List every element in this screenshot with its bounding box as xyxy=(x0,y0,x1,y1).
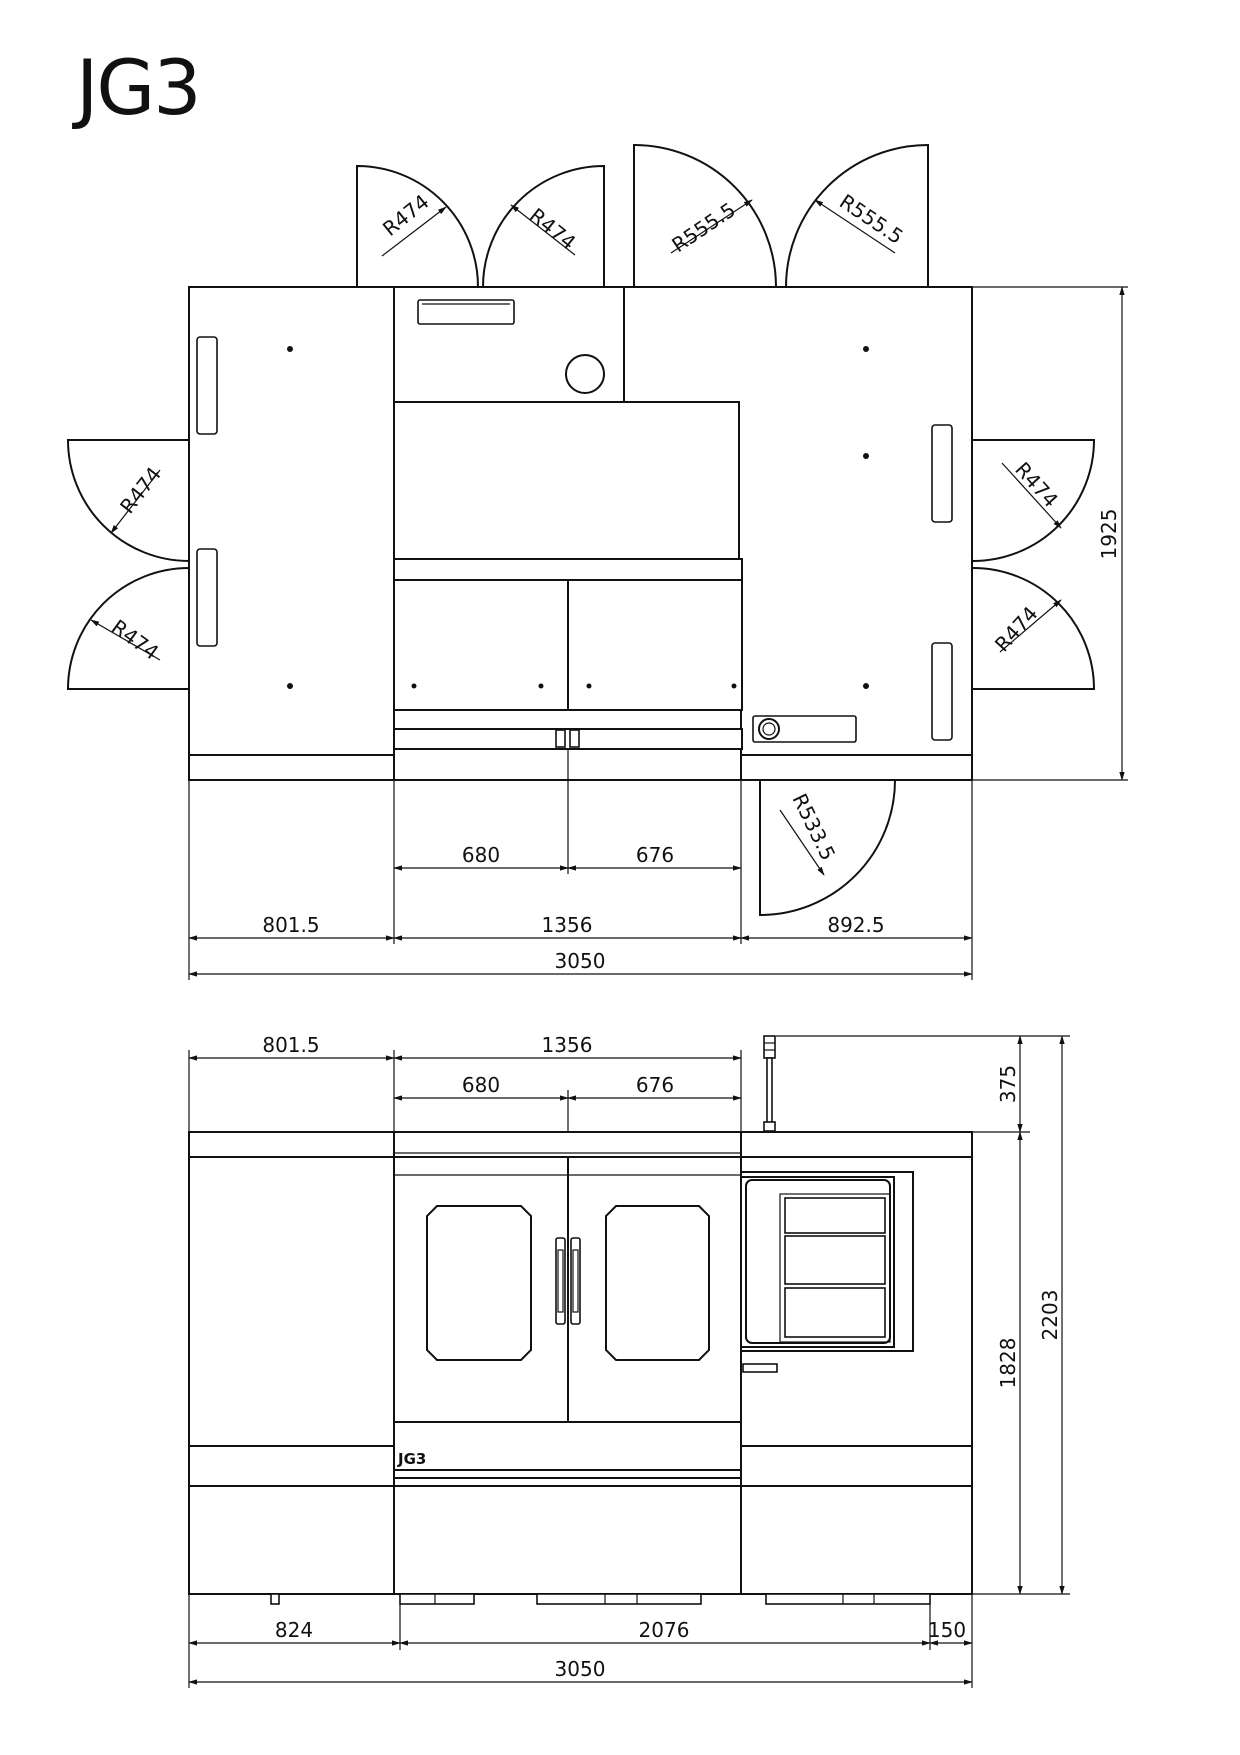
plan-door-swings-right xyxy=(973,440,1094,689)
nameplate-text: JG3 xyxy=(398,1450,427,1468)
radius-label-right-1: R474 xyxy=(1010,457,1063,513)
plan-dim-depth: 1925 xyxy=(1097,508,1121,560)
radius-label-top-2: R474 xyxy=(524,203,581,255)
front-dim-center-section: 1356 xyxy=(541,1033,593,1057)
plan-door-swing-bottom xyxy=(760,780,895,915)
front-dim-foot-right: 150 xyxy=(927,1618,967,1642)
plan-dim-left-section: 801.5 xyxy=(262,913,320,937)
plan-dim-right-section: 892.5 xyxy=(827,913,885,937)
front-dim-left-section: 801.5 xyxy=(262,1033,320,1057)
radius-label-left-1: R474 xyxy=(115,462,167,519)
radius-label-right-2: R474 xyxy=(989,601,1043,657)
plan-dim-overall-width: 3050 xyxy=(554,949,606,973)
front-dim-door-right: 676 xyxy=(635,1073,675,1097)
radius-label-bottom: R533.5 xyxy=(787,789,841,865)
plan-dim-door-right: 676 xyxy=(635,843,675,867)
front-dim-door-left: 680 xyxy=(461,1073,501,1097)
radius-label-top-1: R474 xyxy=(378,189,434,241)
front-dim-foot-left: 824 xyxy=(274,1618,314,1642)
radius-label-top-3: R555.5 xyxy=(667,197,740,258)
front-dim-overall-height: 2203 xyxy=(1038,1289,1062,1341)
plan-machine-body xyxy=(189,287,972,780)
plan-door-swings-left xyxy=(68,440,189,689)
front-machine-body xyxy=(189,1132,972,1604)
drawing-title: JG3 xyxy=(76,43,200,132)
signal-light-tower xyxy=(764,1036,775,1131)
plan-dim-center-section: 1356 xyxy=(541,913,593,937)
front-view xyxy=(189,1033,1070,1688)
front-dim-foot-center: 2076 xyxy=(638,1618,690,1642)
front-dim-overall-width: 3050 xyxy=(554,1657,606,1681)
plan-dim-door-left: 680 xyxy=(461,843,501,867)
plan-door-swings-top xyxy=(357,145,928,287)
front-dim-light-tower: 375 xyxy=(996,1064,1020,1104)
radius-label-top-4: R555.5 xyxy=(835,189,908,249)
radius-label-left-2: R474 xyxy=(107,614,164,665)
front-dim-cabinet-height: 1828 xyxy=(996,1337,1020,1389)
plan-view xyxy=(68,145,1128,980)
